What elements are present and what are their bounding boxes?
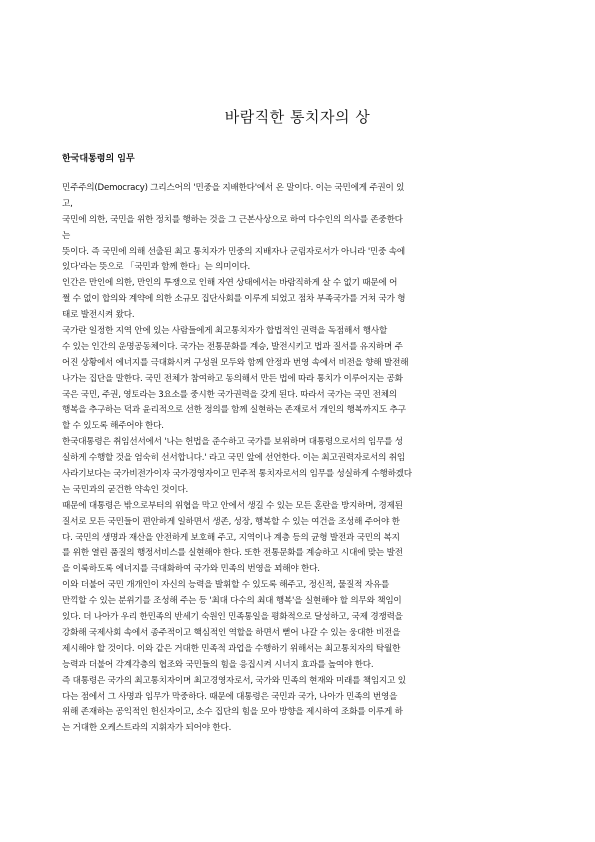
body-line: 국가란 일정한 지역 안에 있는 사람들에게 최고통치자가 합법적인 권력을 독점해서 행사할: [62, 326, 388, 337]
page-title: 바람직한 통치자의 상: [224, 108, 371, 126]
body-line: 을 이룩하도록 에너지를 극대화하여 국가와 민족의 번영을 꾀해야 한다.: [62, 564, 320, 575]
body-line: 능력과 더불어 각계각층의 협조와 국민들의 힘을 응집시켜 시너지 효과를 높여야 한다.: [62, 659, 374, 670]
body-line: 할 수 있도록 해주어야 한다.: [62, 421, 164, 432]
section-heading: 한국대통령의 임무: [62, 154, 135, 164]
body-line: 고,: [62, 198, 73, 209]
body-line: 쩔 수 없이 합의와 계약에 의한 소규모 집단사회를 이루게 되었고 점차 부족국가를 거쳐 국가 형: [62, 294, 406, 305]
body-line: 사라기보다는 국가비전가이자 국가경영자이고 민주적 통치자로서의 임무를 성실하게 수행하겠다: [62, 469, 412, 480]
body-line: 실하게 수행할 것을 엄숙히 선서합니다.' 라고 국민 앞에 선언한다. 이는 최고권력자로서의 취임: [62, 453, 405, 464]
body-line: 태로 발전시켜 왔다.: [62, 310, 135, 321]
body-text: [62, 181, 540, 737]
body-line: 행복을 추구하는 덕과 윤리적으로 선한 정의를 함께 실현하는 존재로서 개인의 행복까지도 추구: [62, 405, 406, 416]
body-line: 국민에 의한, 국민을 위한 정치를 행하는 것을 그 근본사상으로 하여 다수인의 의사를 존중한다: [62, 214, 403, 225]
body-line: 는: [62, 230, 71, 241]
body-line: 다. 국민의 생명과 재산을 안전하게 보호해 주고, 지역이나 계층 등의 균형 발전과 국민의 복지: [62, 532, 400, 543]
body-line: 이와 더불어 국민 개개인이 자신의 능력을 발휘할 수 있도록 해주고, 정신적, 물질적 자유를: [62, 580, 390, 591]
body-line: 다는 점에서 그 사명과 임무가 막중하다. 때문에 대통령은 국민과 국가, 나아가 민족의 번영을: [62, 691, 398, 702]
body-line: 수 있는 인간의 운명공동체이다. 국가는 전통문화를 계승, 발전시키고 법과 질서를 유지하며 주: [62, 341, 403, 352]
body-line: 강화해 국제사회 속에서 종주적이고 핵심적인 역할을 하면서 뻗어 나갈 수 있는 웅대한 비전을: [62, 627, 401, 638]
body-line: 뜻이다. 즉 국민에 의해 선출된 최고 통치자가 민중의 지배자나 군림자로서가 아니라 '민중 속에: [62, 246, 405, 257]
body-line: 는 거대한 오케스트라의 지휘자가 되어야 한다.: [62, 723, 232, 734]
body-line: 만끽할 수 있는 분위기를 조성해 주는 등 '최대 다수의 최대 행복'을 실현해야 할 의무와 책임이: [62, 596, 402, 607]
body-line: 있다. 더 나아가 우리 한민족의 반세기 숙원인 민족통일을 평화적으로 달성하고, 국제 경쟁력을: [62, 612, 403, 623]
body-line: 민주주의(Democracy) 그리스어의 '민중을 지배한다'에서 온 말이다. 이는 국민에게 주권이 있: [62, 183, 405, 193]
body-line: 때문에 대통령은 밖으로부터의 위협을 막고 안에서 생길 수 있는 모든 혼란을 방지하며, 경제된: [62, 500, 403, 511]
body-line: 는 국민과의 굳건한 약속인 것이다.: [62, 484, 189, 495]
body-line: 를 위한 열린 품질의 행정서비스를 실현해야 한다. 또한 전통문화를 계승하고 시대에 맞는 발전: [62, 548, 403, 559]
body-line: 어진 상황에서 에너지를 극대화시켜 구성원 모두와 함께 안정과 번영 속에서 비전을 향해 발전해: [62, 357, 409, 368]
body-line: 위해 존재하는 공익적인 헌신자이고, 소수 집단의 힘을 모아 방향을 제시하여 조화를 이루게 하: [62, 707, 403, 718]
body-line: 제시해야 할 것이다. 이와 같은 거대한 민족적 과업을 수행하기 위해서는 최고통치자의 탁월한: [62, 643, 401, 654]
body-line: 질서로 모든 국민들이 편안하게 일하면서 생존, 성장, 행복할 수 있는 여건을 조성해 주어야 한: [62, 516, 400, 527]
body-line: 한국대통령은 취임선서에서 '나는 헌법을 준수하고 국가를 보위하며 대통령으로서의 임무를 성: [62, 437, 403, 448]
body-line: 국은 국민, 주권, 영토라는 3요소를 중시한 국가권력을 갖게 된다. 따라서 국가는 국민 전체의: [62, 389, 397, 400]
body-line: 나가는 집단을 말한다. 국민 전체가 참여하고 동의해서 만든 법에 따라 통치가 이루어지는 공화: [62, 373, 403, 384]
body-line: 인간은 만인에 의한, 만인의 투쟁으로 인해 자연 상태에서는 바람직하게 살 수 없기 때문에 어: [62, 278, 398, 289]
body-line: 즉 대통령은 국가의 최고통치자이며 최고경영자로서, 국가와 민족의 현재와 미래를 책임지고 있: [62, 675, 406, 686]
body-line: 있다'라는 뜻으로 「국민과 함께 한다」는 의미이다.: [62, 262, 251, 273]
